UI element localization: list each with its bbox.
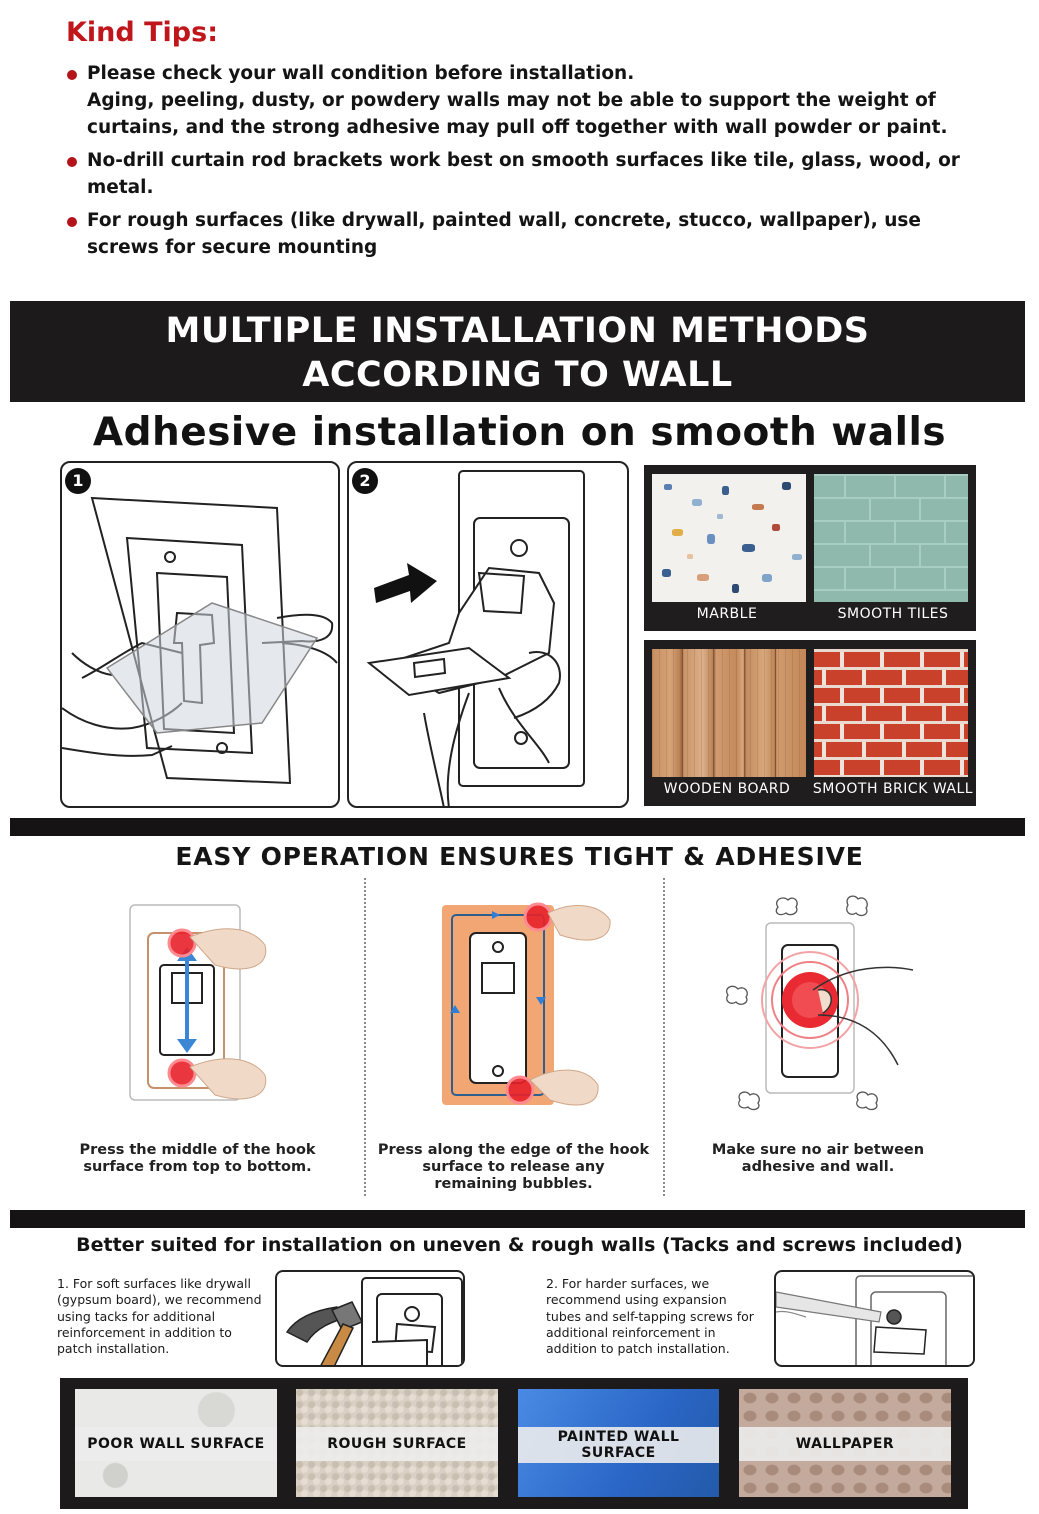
wallpaper-label: WALLPAPER <box>795 1436 895 1452</box>
rough-surfaces-strip <box>60 1378 968 1509</box>
screwdriver-icon <box>776 1272 975 1367</box>
wooden-board-sample-image <box>652 649 806 777</box>
operation-1-illustration <box>120 895 300 1135</box>
tips-list <box>66 60 966 261</box>
kind-tips-title: Kind Tips: <box>66 17 218 48</box>
dotted-separator-2 <box>663 878 665 1196</box>
attach-hook-illustration <box>349 463 629 808</box>
poor-wall-surface-label: POOR WALL SURFACE <box>87 1436 265 1452</box>
peel-film-illustration <box>62 463 340 808</box>
installation-methods-banner <box>10 301 1025 402</box>
painted-wall-surface-label: PAINTED WALL SURFACE <box>557 1429 680 1461</box>
poor-wall-surface-image <box>75 1389 277 1497</box>
hammer-tack-illustration <box>275 1270 465 1367</box>
kind-tips-section <box>66 16 966 267</box>
marble-sample-image <box>652 474 806 602</box>
banner-line-2: ACCORDING TO WALL <box>302 355 733 395</box>
operation-2-caption: Press along the edge of the hook surface to release any remaining bubbles. <box>377 1142 650 1192</box>
banner-line-1: MULTIPLE INSTALLATION METHODS <box>165 311 870 351</box>
wooden-board-label: WOODEN BOARD <box>663 781 791 797</box>
dotted-separator-1 <box>364 878 366 1196</box>
section-divider-1 <box>10 818 1025 836</box>
step-2-panel <box>347 461 629 808</box>
section-divider-2 <box>10 1210 1025 1228</box>
operation-3-caption: Make sure no air between adhesive and wall. <box>711 1142 925 1175</box>
smooth-wall-samples-bottom <box>644 640 976 806</box>
tip-item-rough-surfaces: For rough surfaces (like drywall, painted wall, concrete, stucco, wallpaper), use screws for secure mounting <box>66 207 966 261</box>
operation-3-illustration <box>718 895 918 1135</box>
step-1-panel <box>60 461 340 808</box>
painted-wall-surface-label-bg <box>518 1427 719 1463</box>
rough-surface-label: ROUGH SURFACE <box>327 1436 467 1452</box>
step-1-badge: 1 <box>65 468 91 494</box>
rough-surface-image <box>296 1389 498 1497</box>
painted-wall-surface-image <box>518 1389 719 1497</box>
soft-surface-note: 1. For soft surfaces like drywall (gypsum board), we recommend using tacks for additional reinforcement in addition to patch installation. <box>57 1276 262 1357</box>
adhesive-installation-heading: Adhesive installation on smooth walls <box>92 410 947 455</box>
smooth-tiles-label: SMOOTH TILES <box>837 606 949 622</box>
hard-surface-note: 2. For harder surfaces, we recommend using expansion tubes and self-tapping screws for additional reinforcement in addition to patch installation. <box>546 1276 754 1357</box>
wallpaper-label-bg <box>739 1427 951 1461</box>
operation-1-caption: Press the middle of the hook surface from top to bottom. <box>79 1142 316 1175</box>
step-2-badge: 2 <box>352 468 378 494</box>
tip-item-smooth-surfaces: No-drill curtain rod brackets work best on smooth surfaces like tile, glass, wood, or metal. <box>66 147 966 201</box>
marble-label: MARBLE <box>696 606 758 622</box>
operation-2-illustration <box>430 895 630 1135</box>
tip-item-wall-condition: Please check your wall condition before installation. Aging, peeling, dusty, or powdery walls may not be able to support the weight of curtains, and the strong adhesive may pull off together with wall powder or paint. <box>66 60 966 141</box>
screw-drill-illustration <box>774 1270 975 1367</box>
easy-operation-heading: EASY OPERATION ENSURES TIGHT & ADHESIVE <box>175 842 864 871</box>
smooth-tiles-sample-image <box>814 474 968 602</box>
poor-wall-surface-label-bg <box>75 1427 277 1461</box>
rough-walls-heading: Better suited for installation on uneven & rough walls (Tacks and screws included) <box>76 1234 963 1256</box>
smooth-brick-wall-label: SMOOTH BRICK WALL <box>812 781 974 797</box>
hammer-icon <box>277 1272 465 1367</box>
smooth-wall-samples-top <box>644 465 976 631</box>
brick-wall-sample-image <box>814 649 968 777</box>
rough-surface-label-bg <box>296 1427 498 1461</box>
wallpaper-image <box>739 1389 951 1497</box>
